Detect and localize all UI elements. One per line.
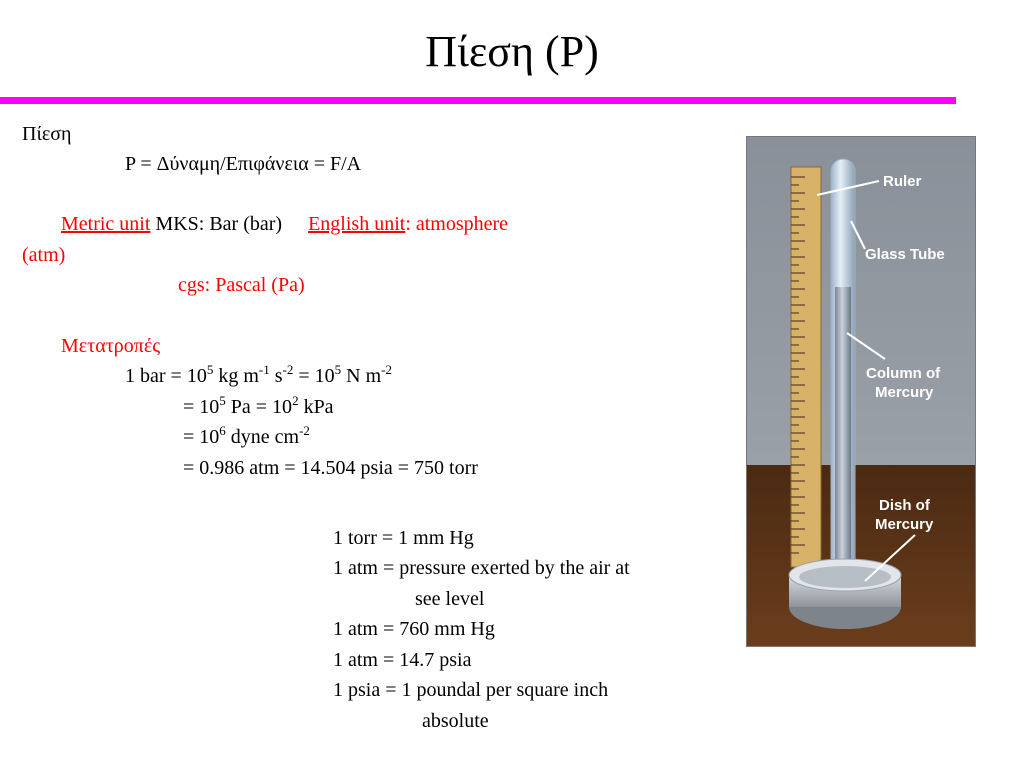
- equivalent-line: 1 atm = pressure exerted by the air at: [333, 557, 630, 579]
- equivalent-line: see level: [415, 588, 485, 610]
- mks-unit: MKS: Bar (bar): [150, 213, 283, 235]
- wall-background: [747, 137, 975, 465]
- equivalent-line: 1 torr = 1 mm Hg: [333, 527, 474, 549]
- barometer-illustration: [746, 136, 976, 647]
- dish-label-line2: Mercury: [875, 516, 934, 533]
- equivalent-line: 1 psia = 1 poundal per square inch: [333, 679, 609, 701]
- column-label-line2: Mercury: [875, 384, 934, 401]
- equivalent-line: 1 atm = 760 mm Hg: [333, 618, 495, 640]
- units-line: [61, 212, 508, 236]
- metric-unit-label: Metric unit: [61, 213, 151, 235]
- conversion-line-2: = $10^5$ $Pa = 10^2$ kPa: [183, 393, 334, 418]
- dish-label-line1: Dish of: [879, 497, 930, 514]
- english-unit-value: : atmosphere: [405, 213, 509, 235]
- english-unit-continuation: (atm): [22, 244, 66, 266]
- mercury-dish: [789, 559, 901, 629]
- conversion-line-3: = $10^6$ dyne $cm^{-2}$: [183, 423, 310, 448]
- conversions-heading: Μετατροπές: [61, 335, 161, 357]
- title-divider: [0, 97, 956, 104]
- slide-title: Πίεση (P): [425, 27, 599, 76]
- glass-tube-label: Glass Tube: [865, 246, 945, 263]
- cgs-unit: cgs: Pascal (Pa): [178, 274, 305, 296]
- mercury-column: [835, 287, 851, 579]
- definition-heading: Πίεση: [22, 123, 72, 145]
- pressure-formula: P = Δύναμη/Επιφάνεια = F/A: [125, 153, 362, 175]
- conversion-line-1: 1 bar = $10^5$ kg $m^{-1}$ $s^{-2} = 10^5$ N $m^{-2}$: [125, 362, 392, 387]
- ruler-label: Ruler: [883, 173, 922, 190]
- english-unit-label: English unit: [308, 213, 406, 235]
- equivalent-line: 1 atm = 14.7 psia: [333, 649, 472, 671]
- equivalent-line: absolute: [422, 710, 489, 732]
- ruler: [791, 167, 821, 567]
- conversion-line-4: = 0.986 atm = 14.504 psia = 750 torr: [183, 457, 478, 479]
- column-label-line1: Column of: [866, 365, 941, 382]
